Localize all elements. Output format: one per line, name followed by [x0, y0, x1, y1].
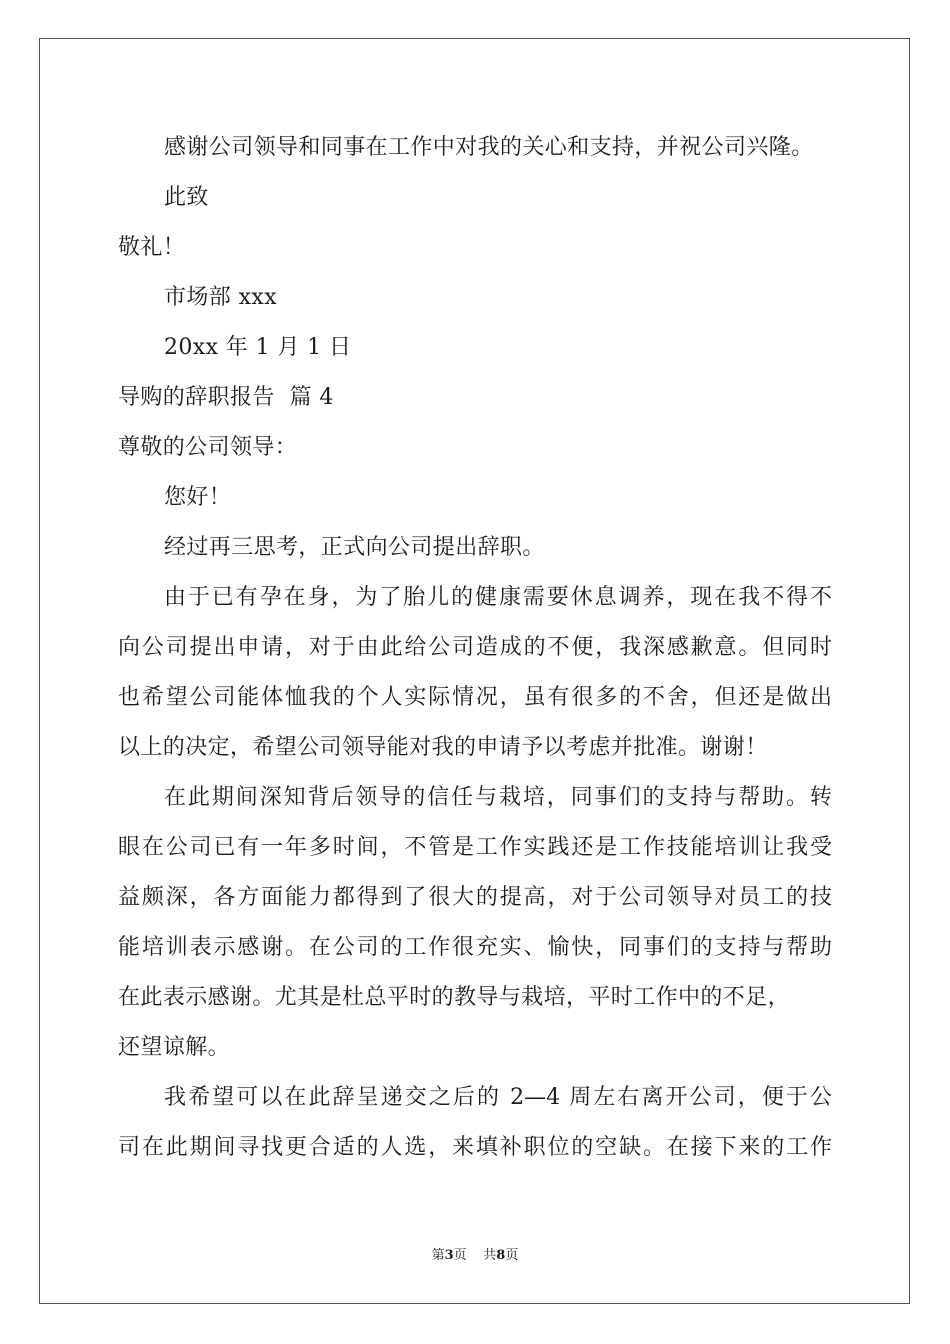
footer-page-current: 3	[444, 1248, 454, 1263]
page-footer	[0, 1248, 950, 1264]
paragraph-3-line: 能培训表示感谢。在公司的工作很充实、愉快，同事们的支持与帮助	[118, 935, 832, 960]
greeting: 您好！	[164, 485, 232, 510]
paragraph-3-line: 在此表示感谢。尤其是杜总平时的教导与栽培，平时工作中的不足，	[118, 985, 791, 1010]
paragraph-1-line: 经过再三思考，正式向公司提出辞职。	[164, 535, 545, 560]
page-border	[39, 38, 910, 1304]
paragraph-2-line: 以上的决定，希望公司领导能对我的申请予以考虑并批准。谢谢！	[118, 735, 768, 760]
paragraph-3-line: 还望谅解。	[118, 1035, 231, 1060]
salutation-ci-zhi: 此致	[164, 185, 209, 210]
paragraph-2-line: 向公司提出申请，对于由此给公司造成的不便，我深感歉意。但同时	[118, 635, 832, 660]
paragraph-3-line: 在此期间深知背后领导的信任与栽培，同事们的支持与帮助。转	[164, 785, 832, 810]
footer-page-total: 8	[496, 1248, 506, 1263]
footer-total-unit: 页	[505, 1248, 519, 1263]
paragraph-4-line: 我希望可以在此辞呈递交之后的 2—4 周左右离开公司，便于公	[164, 1085, 832, 1110]
paragraph-4-line: 司在此期间寻找更合适的人选，来填补职位的空缺。在接下来的工作	[118, 1135, 832, 1160]
section-title: 导购的辞职报告 篇 4	[118, 385, 334, 410]
salutation-jing-li: 敬礼！	[118, 235, 186, 260]
footer-page-prefix: 第	[431, 1248, 445, 1263]
footer-total-prefix: 共	[483, 1248, 497, 1263]
paragraph-2-line: 由于已有孕在身，为了胎儿的健康需要休息调养，现在我不得不	[164, 585, 832, 610]
addressee: 尊敬的公司领导：	[118, 435, 298, 460]
closing-thanks-line: 感谢公司领导和同事在工作中对我的关心和支持，并祝公司兴隆。	[164, 135, 814, 160]
paragraph-2-line: 也希望公司能体恤我的个人实际情况，虽有很多的不舍，但还是做出	[118, 685, 832, 710]
paragraph-3-line: 眼在公司已有一年多时间，不管是工作实践还是工作技能培训让我受	[118, 835, 832, 860]
footer-page-unit: 页	[453, 1248, 467, 1263]
signature-department: 市场部 xxx	[164, 285, 278, 310]
paragraph-3-line: 益颇深，各方面能力都得到了很大的提高，对于公司领导对员工的技	[118, 885, 832, 910]
signature-date: 20xx 年 1 月 1 日	[164, 335, 352, 360]
